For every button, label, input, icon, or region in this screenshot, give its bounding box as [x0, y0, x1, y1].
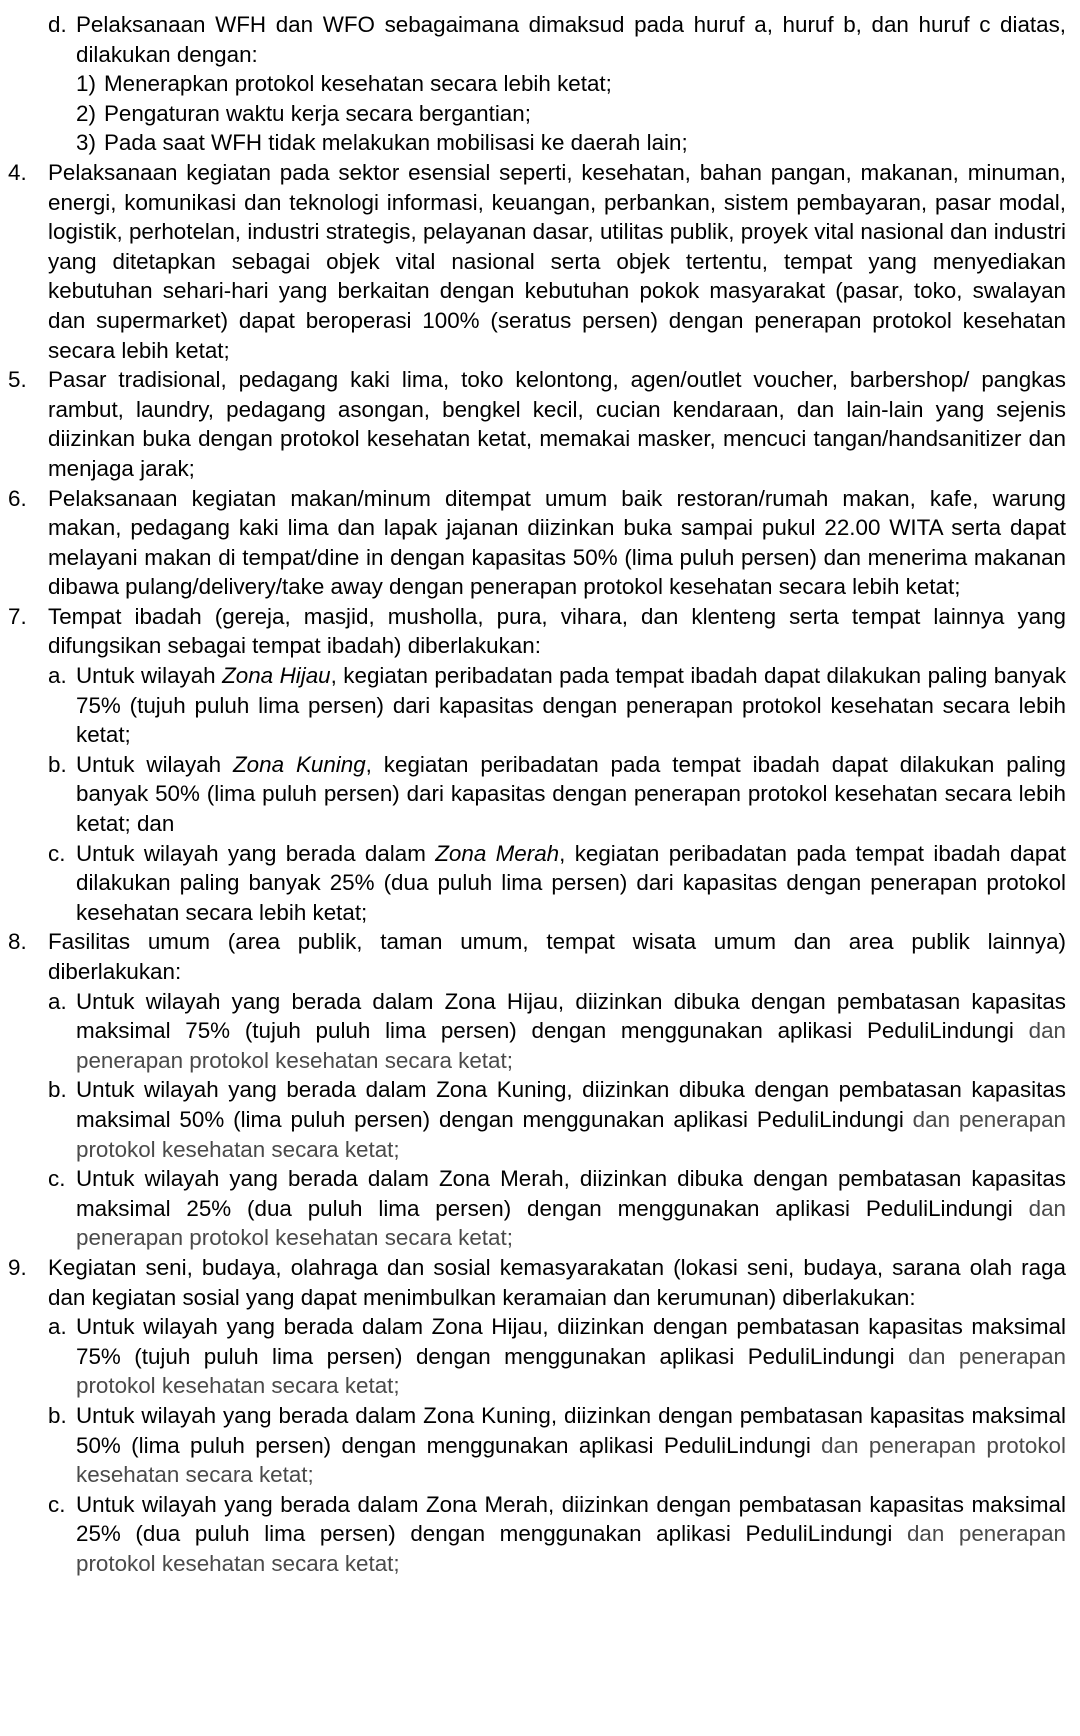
list-marker: a.: [48, 988, 67, 1014]
zone-name: Zona Kuning: [233, 751, 366, 777]
list-item-d: [0, 10, 1066, 69]
text-run: Untuk wilayah yang berada dalam: [76, 840, 436, 866]
text-run: Untuk wilayah: [76, 663, 223, 689]
list-item-9a: [0, 1312, 1066, 1401]
text-run: Untuk wilayah yang berada dalam Zona Hijau, diizinkan dengan pembatasan kapasitas maksimal 75% (tujuh puluh lima persen) dengan menggunakan aplikasi PeduliLindungi: [76, 1314, 1066, 1369]
list-marker: 1): [76, 71, 96, 97]
list-marker: d.: [48, 12, 67, 37]
text-run-muted: dan penerapan protokol kesehatan secara ketat;: [76, 1521, 1066, 1576]
list-item-4: [0, 158, 1066, 365]
list-item-d-1: [0, 69, 1066, 99]
list-item-7c: [0, 839, 1066, 928]
list-item-text: [76, 750, 1066, 839]
list-marker: 6.: [8, 485, 27, 511]
text-run: Untuk wilayah yang berada dalam Zona Merah, diizinkan dibuka dengan pembatasan kapasitas maksimal 25% (dua puluh lima persen) dengan menggunakan aplikasi PeduliLindungi: [76, 1166, 1066, 1221]
list-marker: 8.: [8, 929, 27, 955]
list-marker: 4.: [8, 159, 27, 185]
list-marker: 3): [76, 130, 96, 156]
list-item-7b: [0, 750, 1066, 839]
list-item-text: [76, 1075, 1066, 1164]
list-marker: c.: [48, 1166, 66, 1192]
list-marker: 9.: [8, 1254, 27, 1280]
list-item-d-2: [0, 99, 1066, 129]
list-item-8b: [0, 1075, 1066, 1164]
list-marker: c.: [48, 1491, 66, 1517]
text-run-muted: dan penerapan protokol kesehatan secara ketat;: [76, 1195, 1066, 1251]
list-item-d-3: [0, 128, 1066, 158]
list-marker: b.: [48, 1077, 67, 1103]
list-item-9: [0, 1253, 1066, 1312]
text-run: Untuk wilayah yang berada dalam Zona Kuning, diizinkan dibuka dengan pembatasan kapasitas maksimal 50% (lima puluh persen) dengan menggunakan aplikasi PeduliLindungi: [76, 1077, 1066, 1132]
list-item-text: Tempat ibadah (gereja, masjid, musholla, pura, vihara, dan klenteng serta tempat lainnya yang difungsikan sebagai tempat ibadah) diberlakukan:: [48, 603, 1066, 659]
list-marker: 2): [76, 100, 96, 126]
list-item-text: [76, 1490, 1066, 1579]
list-marker: 7.: [8, 603, 27, 629]
zone-name: Zona Merah: [435, 840, 560, 866]
list-marker: c.: [48, 840, 66, 866]
zone-name: Zona Hijau: [222, 663, 331, 689]
list-item-text: Pengaturan waktu kerja secara bergantian;: [104, 100, 531, 126]
text-run: Untuk wilayah yang berada dalam Zona Hijau, diizinkan dibuka dengan pembatasan kapasitas maksimal 75% (tujuh puluh lima persen) dengan menggunakan aplikasi PeduliLindungi: [76, 988, 1066, 1044]
text-run: Untuk wilayah yang berada dalam Zona Kuning, diizinkan dengan pembatasan kapasitas maksimal 50% (lima puluh persen) dengan menggunakan aplikasi PeduliLindungi: [76, 1402, 1066, 1458]
list-item-9c: [0, 1490, 1066, 1579]
text-run-muted: dan penerapan protokol kesehatan secara ketat;: [76, 1343, 1066, 1399]
text-run: Untuk wilayah yang berada dalam Zona Merah, diizinkan dengan pembatasan kapasitas maksimal 25% (dua puluh lima persen) dengan menggunakan aplikasi PeduliLindungi: [76, 1491, 1066, 1547]
list-item-text: [76, 1164, 1066, 1253]
list-item-8a: [0, 987, 1066, 1076]
list-item-5: [0, 365, 1066, 483]
list-item-text: [76, 839, 1066, 928]
list-marker: b.: [48, 751, 67, 777]
list-item-9b: [0, 1401, 1066, 1490]
list-item-text: [76, 1401, 1066, 1490]
list-item-6: [0, 484, 1066, 602]
list-item-7: [0, 602, 1066, 661]
list-marker: 5.: [8, 367, 27, 393]
list-item-text: Pelaksanaan WFH dan WFO sebagaimana dimaksud pada huruf a, huruf b, dan huruf c diatas, dilakukan dengan:: [76, 12, 1066, 67]
list-item-text: Pada saat WFH tidak melakukan mobilisasi ke daerah lain;: [104, 130, 688, 156]
list-item-text: Fasilitas umum (area publik, taman umum, tempat wisata umum dan area publik lainnya) diberlakukan:: [48, 929, 1066, 984]
list-marker: a.: [48, 1314, 67, 1340]
text-run: , kegiatan peribadatan pada tempat ibadah dapat dilakukan paling banyak 50% (lima puluh persen) dari kapasitas dengan penerapan protokol kesehatan secara lebih ketat; dan: [76, 751, 1067, 837]
list-marker: b.: [48, 1402, 67, 1428]
list-item-7a: [0, 661, 1066, 750]
list-marker: a.: [48, 663, 67, 689]
list-item-text: Pasar tradisional, pedagang kaki lima, toko kelontong, agen/outlet voucher, barbershop/ pangkas rambut, laundry, pedagang asongan, bengkel kecil, cucian kendaraan, dan lain-lain yang sejenis diizinkan buka dengan protokol kesehatan ketat, memakai masker, mencuci tangan/handsanitizer dan menjaga jarak;: [48, 367, 1066, 481]
text-run: , kegiatan peribadatan pada tempat ibadah dapat dilakukan paling banyak 75% (tujuh puluh lima persen) dari kapasitas dengan penerapan protokol kesehatan secara lebih ketat;: [76, 663, 1067, 748]
text-run: , kegiatan peribadatan pada tempat ibadah dapat dilakukan paling banyak 25% (dua puluh lima persen) dari kapasitas dengan penerapan protokol kesehatan secara lebih ketat;: [76, 840, 1066, 925]
text-run-muted: dan penerapan protokol kesehatan secara ketat;: [76, 1018, 1066, 1073]
text-run-muted: dan penerapan protokol kesehatan secara ketat;: [76, 1106, 1066, 1162]
list-item-8c: [0, 1164, 1066, 1253]
list-item-text: [76, 1312, 1066, 1401]
list-item-8: [0, 927, 1066, 986]
list-item-text: [76, 987, 1066, 1076]
list-item-text: [76, 661, 1066, 750]
list-item-text: Kegiatan seni, budaya, olahraga dan sosial kemasyarakatan (lokasi seni, budaya, sarana olah raga dan kegiatan sosial yang dapat menimbulkan keramaian dan kerumunan) diberlakukan:: [48, 1254, 1066, 1310]
text-run: Untuk wilayah: [76, 751, 233, 777]
list-item-text: Menerapkan protokol kesehatan secara lebih ketat;: [104, 71, 612, 97]
list-item-text: Pelaksanaan kegiatan pada sektor esensial seperti, kesehatan, bahan pangan, makanan, minuman, energi, komunikasi dan teknologi informasi, keuangan, perbankan, sistem pembayaran, pasar modal, logistik, perhotelan, industri strategis, pelayanan dasar, utilitas publik, proyek vital nasional dan industri yang ditetapkan sebagai objek vital nasional serta objek tertentu, tempat yang menyediakan kebutuhan sehari-hari yang berkaitan dengan kebutuhan pokok masyarakat (pasar, toko, swalayan dan supermarket) dapat beroperasi 100% (seratus persen) dengan penerapan protokol kesehatan secara lebih ketat;: [48, 159, 1066, 363]
list-item-text: Pelaksanaan kegiatan makan/minum ditempat umum baik restoran/rumah makan, kafe, warung makan, pedagang kaki lima dan lapak jajanan diizinkan buka sampai pukul 22.00 WITA serta dapat melayani makan di tempat/dine in dengan kapasitas 50% (lima puluh persen) dan menerima makanan dibawa pulang/delivery/take away dengan penerapan protokol kesehatan secara lebih ketat;: [48, 485, 1066, 600]
text-run-muted: dan penerapan protokol kesehatan secara ketat;: [76, 1432, 1066, 1488]
